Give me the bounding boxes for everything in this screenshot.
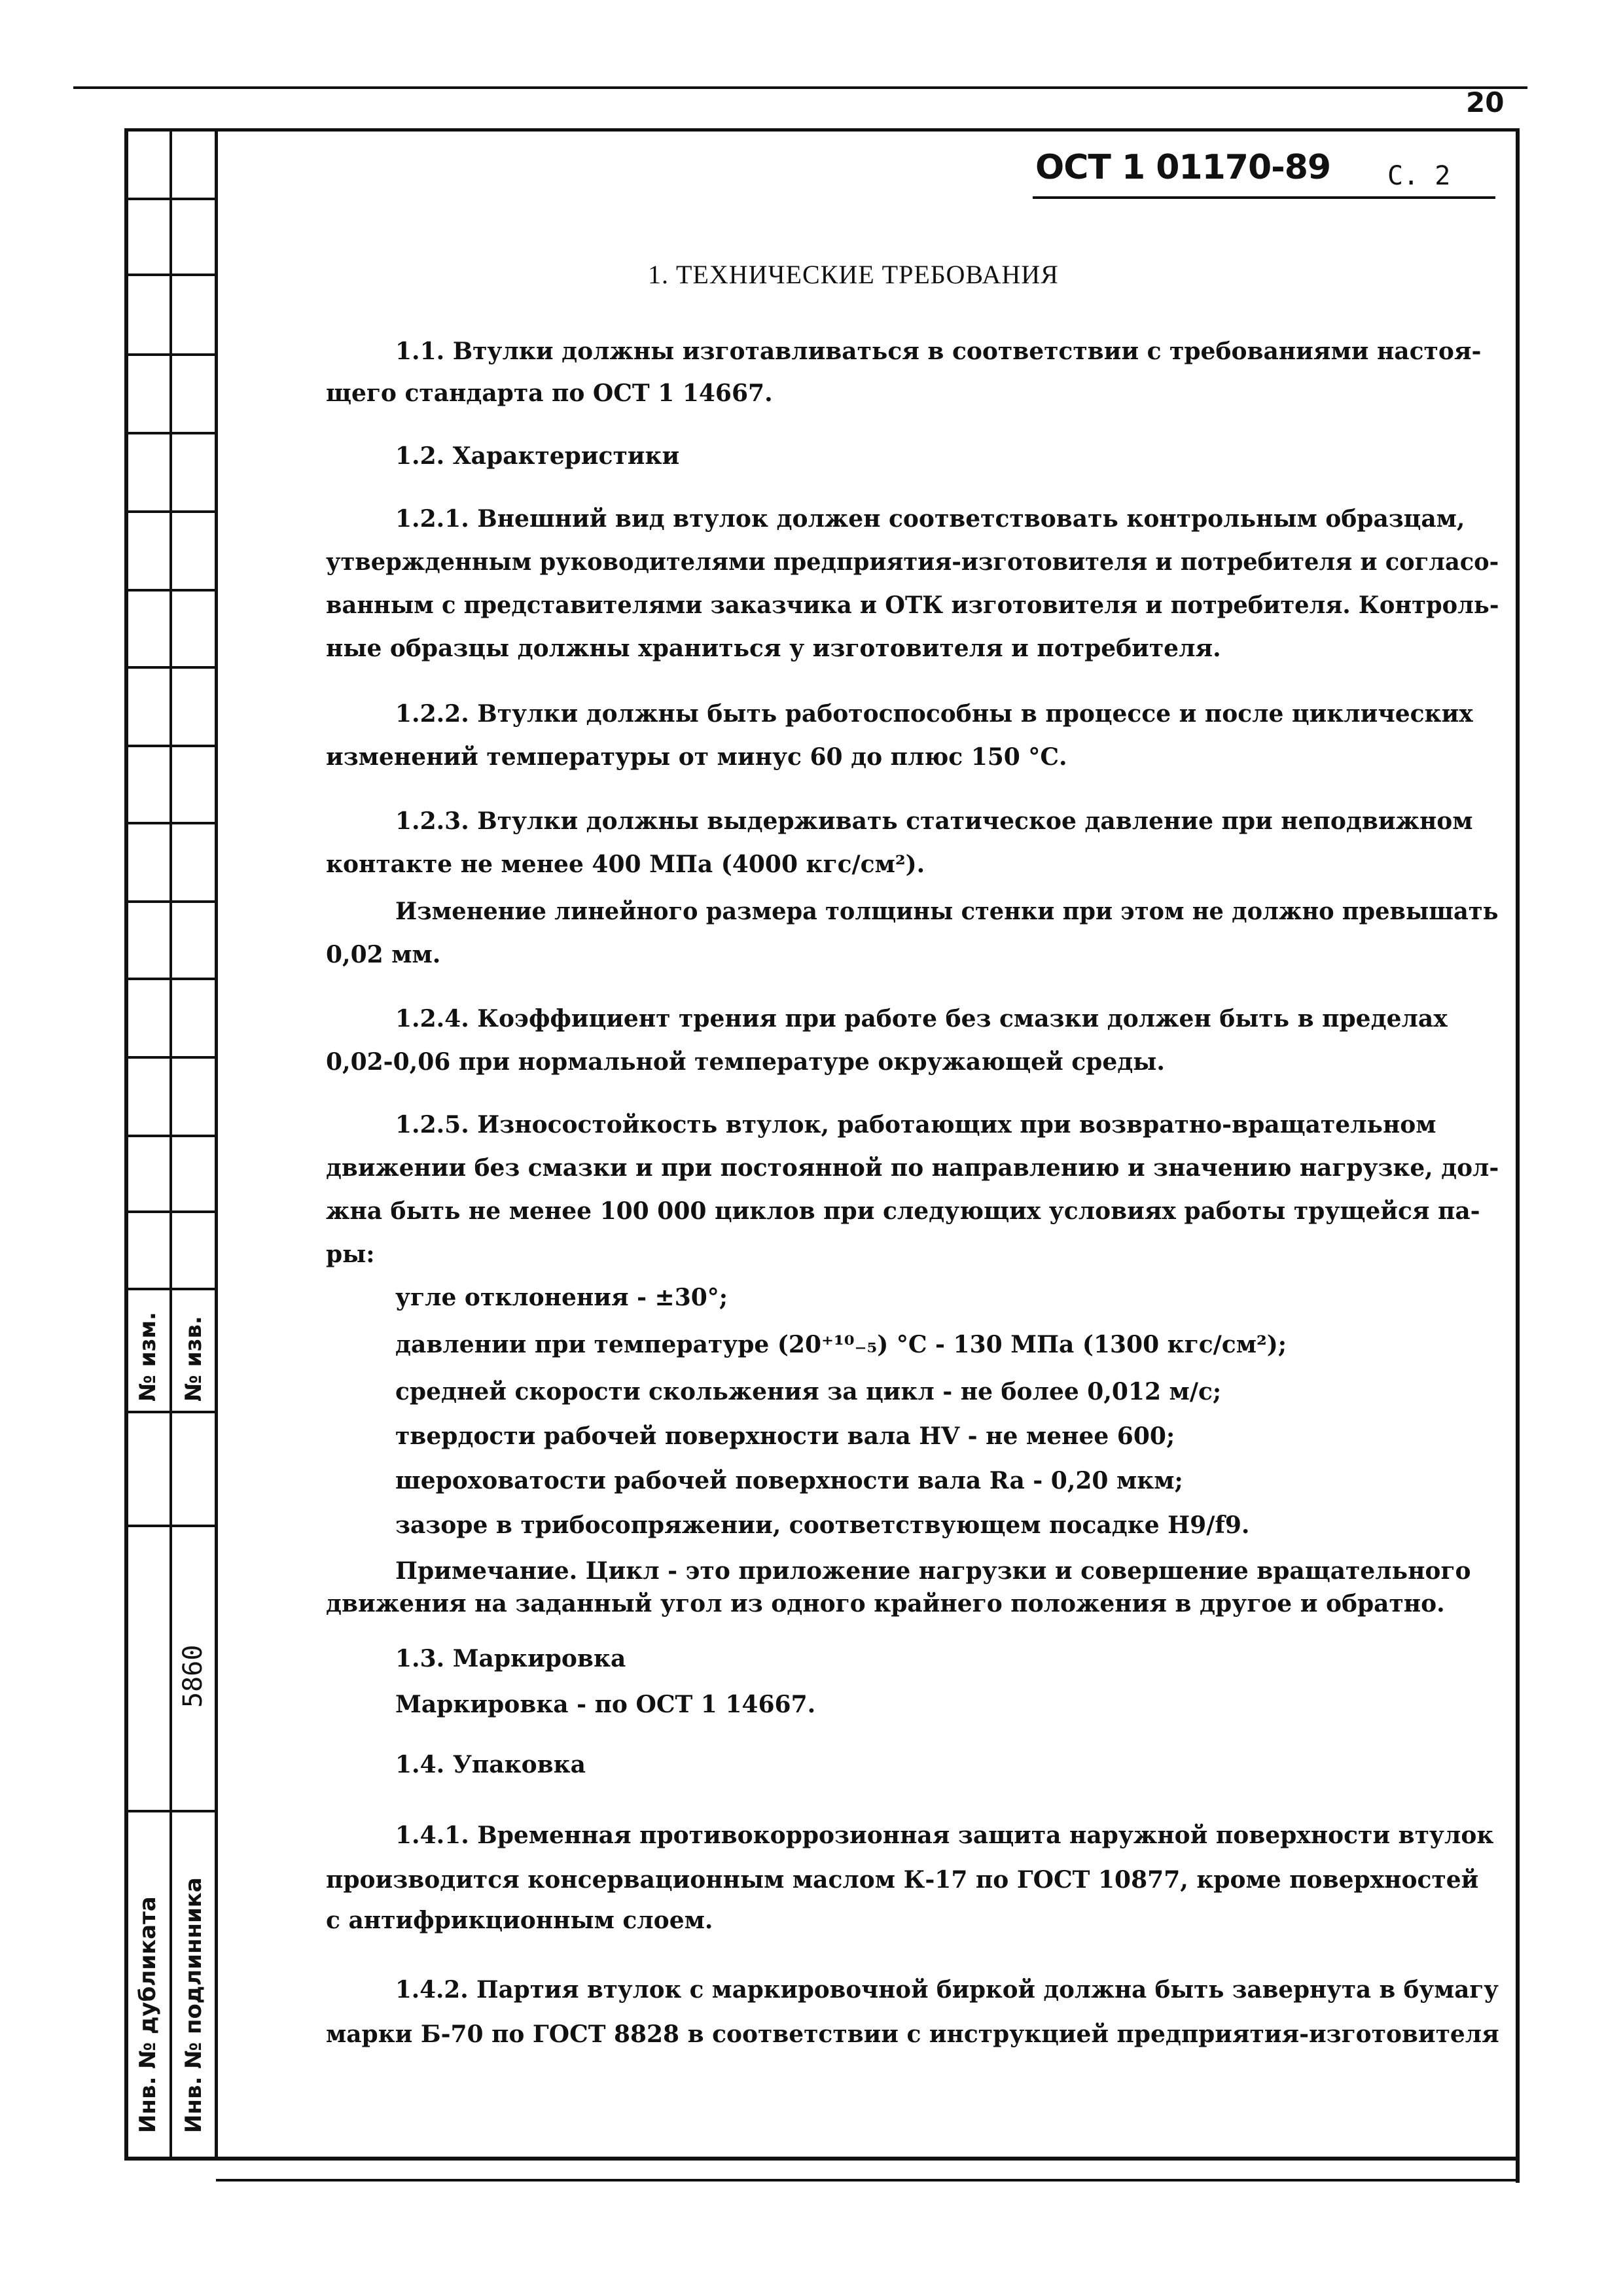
frame-right-border [1516,128,1520,2183]
text-line: 1.2.5. Износостойкость втулок, работающих при возвратно-вращательном [395,1111,1436,1139]
text-line: 1.4.1. Временная противокоррозионная защита наружной поверхности втулок [395,1822,1494,1849]
text-line: ные образцы должны храниться у изготовителя и потребителя. [326,635,1221,662]
frame-bottom-shadow-border [216,2179,1518,2181]
stamp-inv-podlinnika: Инв. № подлинника [181,1877,207,2133]
stamp-no-izv: № изв. [181,1316,207,1402]
stamp-grid-line [124,198,216,200]
stamp-grid-line [124,353,216,356]
stamp-inv-dublikata: Инв. № дубликата [135,1896,161,2133]
stamp-grid-line [124,1288,216,1290]
text-line: щего стандарта по ОСТ 1 14667. [326,380,773,407]
stamp-grid-line [124,1056,216,1059]
document-code: ОСТ 1 01170-89 [1035,148,1331,187]
stamp-grid-line [124,1525,216,1527]
text-line: твердости рабочей поверхности вала HV - не менее 600; [395,1422,1175,1450]
text-line: 1.1. Втулки должны изготавливаться в соответствии с требованиями настоя- [395,338,1482,365]
text-line: контакте не менее 400 МПа (4000 кгс/см²). [326,851,925,878]
text-line: шероховатости рабочей поверхности вала Ra - 0,20 мкм; [395,1467,1183,1494]
stamp-grid-line [124,900,216,903]
text-line: жна быть не менее 100 000 циклов при следующих условиях работы трущейся па- [326,1197,1480,1225]
text-line: 1.2.1. Внешний вид втулок должен соответствовать контрольным образцам, [395,505,1465,533]
text-line: давлении при температуре (20⁺¹⁰₋₅) °С - 130 МПа (1300 кгс/см²); [395,1331,1287,1358]
stamp-grid-line [124,1135,216,1137]
stamp-grid-line [124,978,216,980]
stamp-grid-line [124,822,216,824]
text-line: угле отклонения - ±30°; [395,1284,728,1311]
section-title: 1. ТЕХНИЧЕСКИЕ ТРЕБОВАНИЯ [648,260,1059,289]
text-line: 1.2. Характеристики [395,442,680,470]
text-line: 0,02 мм. [326,941,441,968]
text-line: ванным с представителями заказчика и ОТК изготовителя и потребителя. Контроль- [326,592,1499,619]
text-line: ры: [326,1241,375,1268]
stamp-no-izm: № изм. [135,1311,161,1402]
text-line: 1.3. Маркировка [395,1645,626,1672]
text-line: 0,02-0,06 при нормальной температуре окружающей среды. [326,1048,1165,1076]
text-line: производится консервационным маслом К-17 по ГОСТ 10877, кроме поверхностей [326,1866,1479,1894]
document-code-underline [1033,196,1495,199]
text-line: движении без смазки и при постоянной по направлению и значению нагрузке, дол- [326,1154,1499,1182]
text-line: марки Б-70 по ГОСТ 8828 в соответствии с инструкцией предприятия-изготовителя [326,2021,1499,2048]
stamp-grid-line [124,274,216,276]
text-line: 1.2.3. Втулки должны выдерживать статическое давление при неподвижном [395,807,1473,835]
top-rule [73,86,1527,89]
stamp-grid-line [124,510,216,513]
stamp-grid-line [124,432,216,434]
text-line: Примечание. Цикл - это приложение нагрузки и совершение вращательного [395,1557,1471,1585]
text-line: средней скорости скольжения за цикл - не более 0,012 м/с; [395,1378,1222,1405]
text-line: движения на заданный угол из одного крайнего положения в другое и обратно. [326,1590,1445,1617]
stamp-grid-line [124,745,216,747]
frame-bottom-border [124,2157,1518,2161]
text-line: с антифрикционным слоем. [326,1907,713,1934]
text-line: Маркировка - по ОСТ 1 14667. [395,1691,816,1718]
text-line: Изменение линейного размера толщины стенки при этом не должно превышать [395,898,1499,925]
sheet-number: С. 2 [1387,161,1451,191]
text-line: 1.2.2. Втулки должны быть работоспособны в процессе и после циклических [395,700,1473,728]
stamp-grid-line [124,1810,216,1812]
stamp-inventory-number: 5860 [178,1644,208,1708]
frame-top-border [124,128,1518,132]
stamp-grid-line [124,589,216,592]
page-number: 20 [1466,86,1505,118]
text-line: 1.4.2. Партия втулок с маркировочной биркой должна быть завернута в бумагу [395,1976,1499,2004]
text-line: 1.2.4. Коэффициент трения при работе без смазки должен быть в пределах [395,1005,1448,1033]
text-line: изменений температуры от минус 60 до плюс 150 °С. [326,743,1067,771]
text-line: утвержденным руководителями предприятия-изготовителя и потребителя и согласо- [326,548,1499,576]
stamp-grid-line [124,666,216,669]
text-line: зазоре в трибосопряжении, соответствующем посадке H9/f9. [395,1511,1250,1539]
stamp-grid-line [124,1210,216,1213]
text-line: 1.4. Упаковка [395,1751,586,1778]
stamp-grid-line [124,1411,216,1413]
